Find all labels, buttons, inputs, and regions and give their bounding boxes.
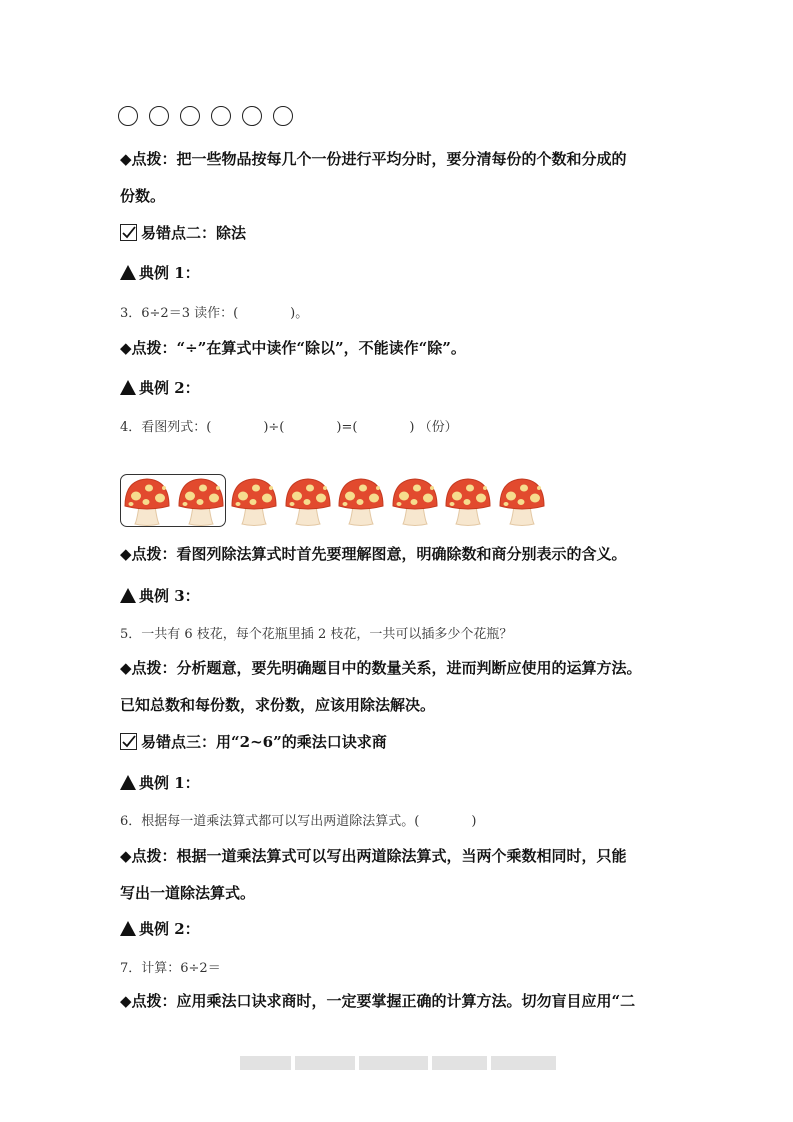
tip-line: ◆点拨：看图列除法算式时首先要理解图意，明确除数和商分别表示的含义。	[120, 545, 627, 563]
tip-line: ◆点拨：“÷”在算式中读作“除以”，不能读作“除”。	[120, 339, 466, 357]
section-heading-label: 易错点三：用“2~6”的乘法口诀求商	[141, 733, 387, 751]
triangle-icon	[120, 921, 136, 936]
mushroom-icon	[497, 476, 547, 526]
question-7: 7．计算：6÷2＝	[120, 961, 221, 976]
circle-icon	[149, 106, 169, 126]
section-heading-2	[120, 222, 246, 243]
footer-watermark	[240, 1056, 556, 1070]
question-6: 6．根据每一道乘法算式都可以写出两道除法算式。( )	[120, 814, 477, 829]
circle-icon	[211, 106, 231, 126]
mushroom-icon	[336, 476, 386, 526]
circle-icon	[118, 106, 138, 126]
mushroom-illustration	[120, 474, 550, 528]
mushroom-icon	[122, 476, 172, 526]
example-heading	[120, 772, 200, 793]
mushroom-icon	[229, 476, 279, 526]
example-label: 典例 2：	[139, 379, 200, 397]
tip-line: ◆点拨：分析题意，要先明确题目中的数量关系，进而判断应使用的运算方法。	[120, 659, 642, 677]
example-heading	[120, 262, 200, 283]
mushroom-icon	[283, 476, 333, 526]
tip-line: 写出一道除法算式。	[120, 884, 256, 902]
checkbox-icon	[120, 733, 137, 750]
example-label: 典例 2：	[139, 920, 200, 938]
checkbox-icon	[120, 224, 137, 241]
tip-line: ◆点拨：应用乘法口诀求商时，一定要掌握正确的计算方法。切勿盲目应用“二	[120, 992, 636, 1010]
section-heading-label: 易错点二：除法	[141, 224, 247, 242]
triangle-icon	[120, 265, 136, 280]
tip-line: 份数。	[120, 187, 166, 205]
circle-icon	[180, 106, 200, 126]
circle-row	[118, 106, 293, 126]
mushroom-icon	[443, 476, 493, 526]
tip-line: 已知总数和每份数，求份数，应该用除法解决。	[120, 696, 436, 714]
triangle-icon	[120, 588, 136, 603]
example-heading	[120, 585, 200, 606]
example-label: 典例 3：	[139, 587, 200, 605]
triangle-icon	[120, 775, 136, 790]
tip-line: ◆点拨：根据一道乘法算式可以写出两道除法算式，当两个乘数相同时，只能	[120, 847, 627, 865]
mushroom-icon	[176, 476, 226, 526]
example-label: 典例 1：	[139, 774, 200, 792]
example-heading	[120, 918, 200, 939]
example-label: 典例 1：	[139, 264, 200, 282]
mushroom-icon	[390, 476, 440, 526]
section-heading-3	[120, 731, 387, 752]
circle-icon	[242, 106, 262, 126]
example-heading	[120, 377, 200, 398]
tip-line: ◆点拨：把一些物品按每几个一份进行平均分时，要分清每份的个数和分成的	[120, 150, 627, 168]
triangle-icon	[120, 380, 136, 395]
question-5: 5．一共有 6 枝花，每个花瓶里插 2 枝花，一共可以插多少个花瓶？	[120, 627, 513, 642]
circle-icon	[273, 106, 293, 126]
question-4: 4．看图列式：( )÷( )=( ) （份）	[120, 420, 458, 435]
question-3: 3．6÷2＝3 读作：( )。	[120, 306, 309, 321]
